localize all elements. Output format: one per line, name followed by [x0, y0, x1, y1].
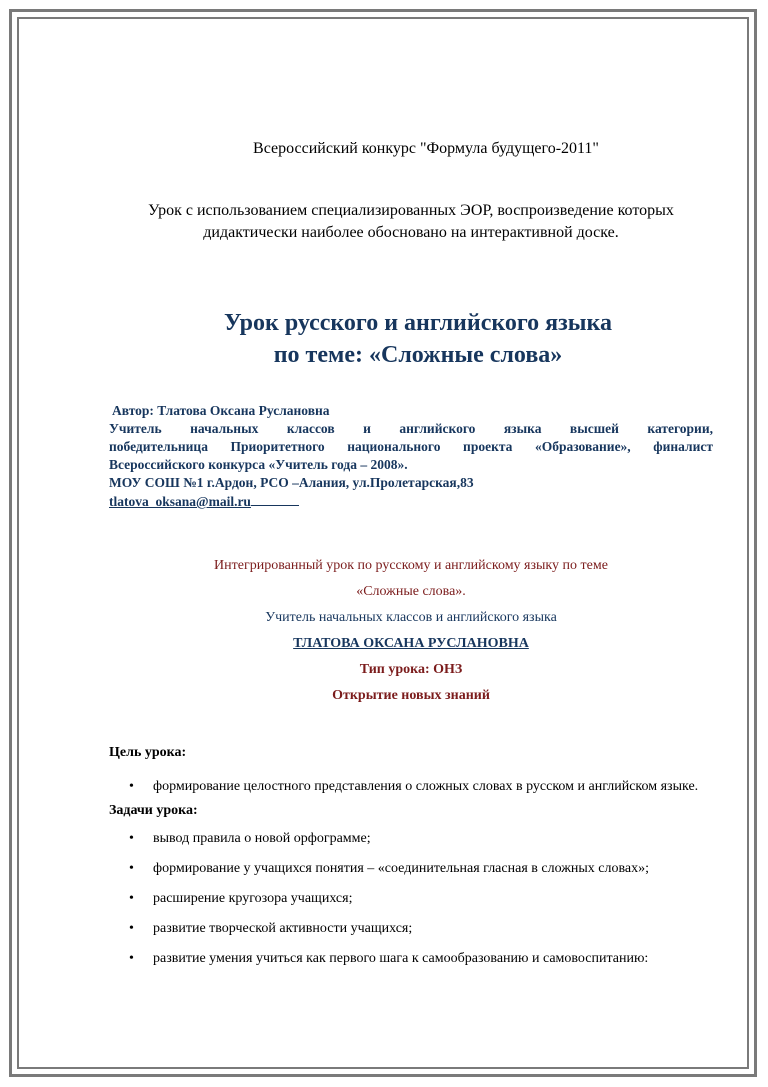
teacher-role: Учитель начальных классов и английского языка [265, 610, 557, 625]
bullet-icon: • [129, 779, 134, 794]
goal-heading: Цель урока: [109, 745, 187, 760]
list-item [109, 944, 713, 974]
integrated-lesson-line-1: Интегрированный урок по русскому и английскому языку по теме [214, 558, 608, 573]
contest-title: Всероссийский конкурс "Формула будущего-2011" [253, 140, 599, 157]
tasks-list [109, 824, 713, 974]
lesson-description-line-1: Урок с использованием специализированных ЭОР, воспроизведение которых [148, 202, 674, 219]
author-contest: Всероссийского конкурса «Учитель года – 2008». [109, 457, 408, 472]
lesson-description [109, 200, 713, 244]
author-block [109, 402, 713, 511]
author-school: МОУ СОШ №1 г.Ардон, РСО –Алания, ул.Пролетарская,83 [109, 475, 474, 490]
list-item [109, 884, 713, 914]
lesson-type: Тип урока: ОНЗ [359, 662, 463, 677]
bullet-icon: • [129, 891, 134, 906]
list-item [109, 914, 713, 944]
author-name: Автор: Тлатова Оксана Руслановна [112, 403, 330, 418]
lesson-description-line-2: дидактически наиболее обосновано на интерактивной доске. [203, 224, 619, 241]
lesson-title-line-1: Урок русского и английского языка [224, 310, 612, 336]
integrated-lesson-block [109, 553, 713, 709]
author-position: Учитель начальных классов и английского языка высшей категории, [109, 421, 713, 436]
tasks-heading: Задачи урока: [109, 803, 198, 818]
bullet-icon: • [129, 921, 134, 936]
lesson-discovery: Открытие новых знаний [332, 688, 490, 703]
lesson-title-line-2: по теме: «Сложные слова» [273, 342, 563, 368]
list-item [109, 824, 713, 854]
goal-item-text: формирование целостного представления о сложных словах в русском и английском языке. [153, 779, 699, 794]
task-item-text: расширение кругозора учащихся; [153, 891, 353, 906]
teacher-name: ТЛАТОВА ОКСАНА РУСЛАНОВНА [293, 636, 529, 651]
goals-section [109, 740, 713, 974]
bullet-icon: • [129, 951, 134, 966]
lesson-title [109, 307, 713, 371]
list-item [109, 854, 713, 884]
task-item-text: формирование у учащихся понятия – «соединительная гласная в сложных словах»; [153, 861, 650, 876]
task-item-text: развитие умения учиться как первого шага к самообразованию и самовоспитанию: [153, 951, 649, 966]
goal-list [109, 774, 713, 800]
list-item [109, 774, 713, 800]
author-email-link[interactable]: tlatova_oksana@mail.ru [109, 494, 251, 509]
author-award: победительница Приоритетного национального проекта «Образование», финалист [109, 439, 713, 454]
task-item-text: вывод правила о новой орфограмме; [153, 831, 371, 846]
email-underline-pad [251, 492, 299, 506]
bullet-icon: • [129, 861, 134, 876]
task-item-text: развитие творческой активности учащихся; [153, 921, 413, 936]
bullet-icon: • [129, 831, 134, 846]
integrated-lesson-line-2: «Сложные слова». [356, 584, 466, 599]
